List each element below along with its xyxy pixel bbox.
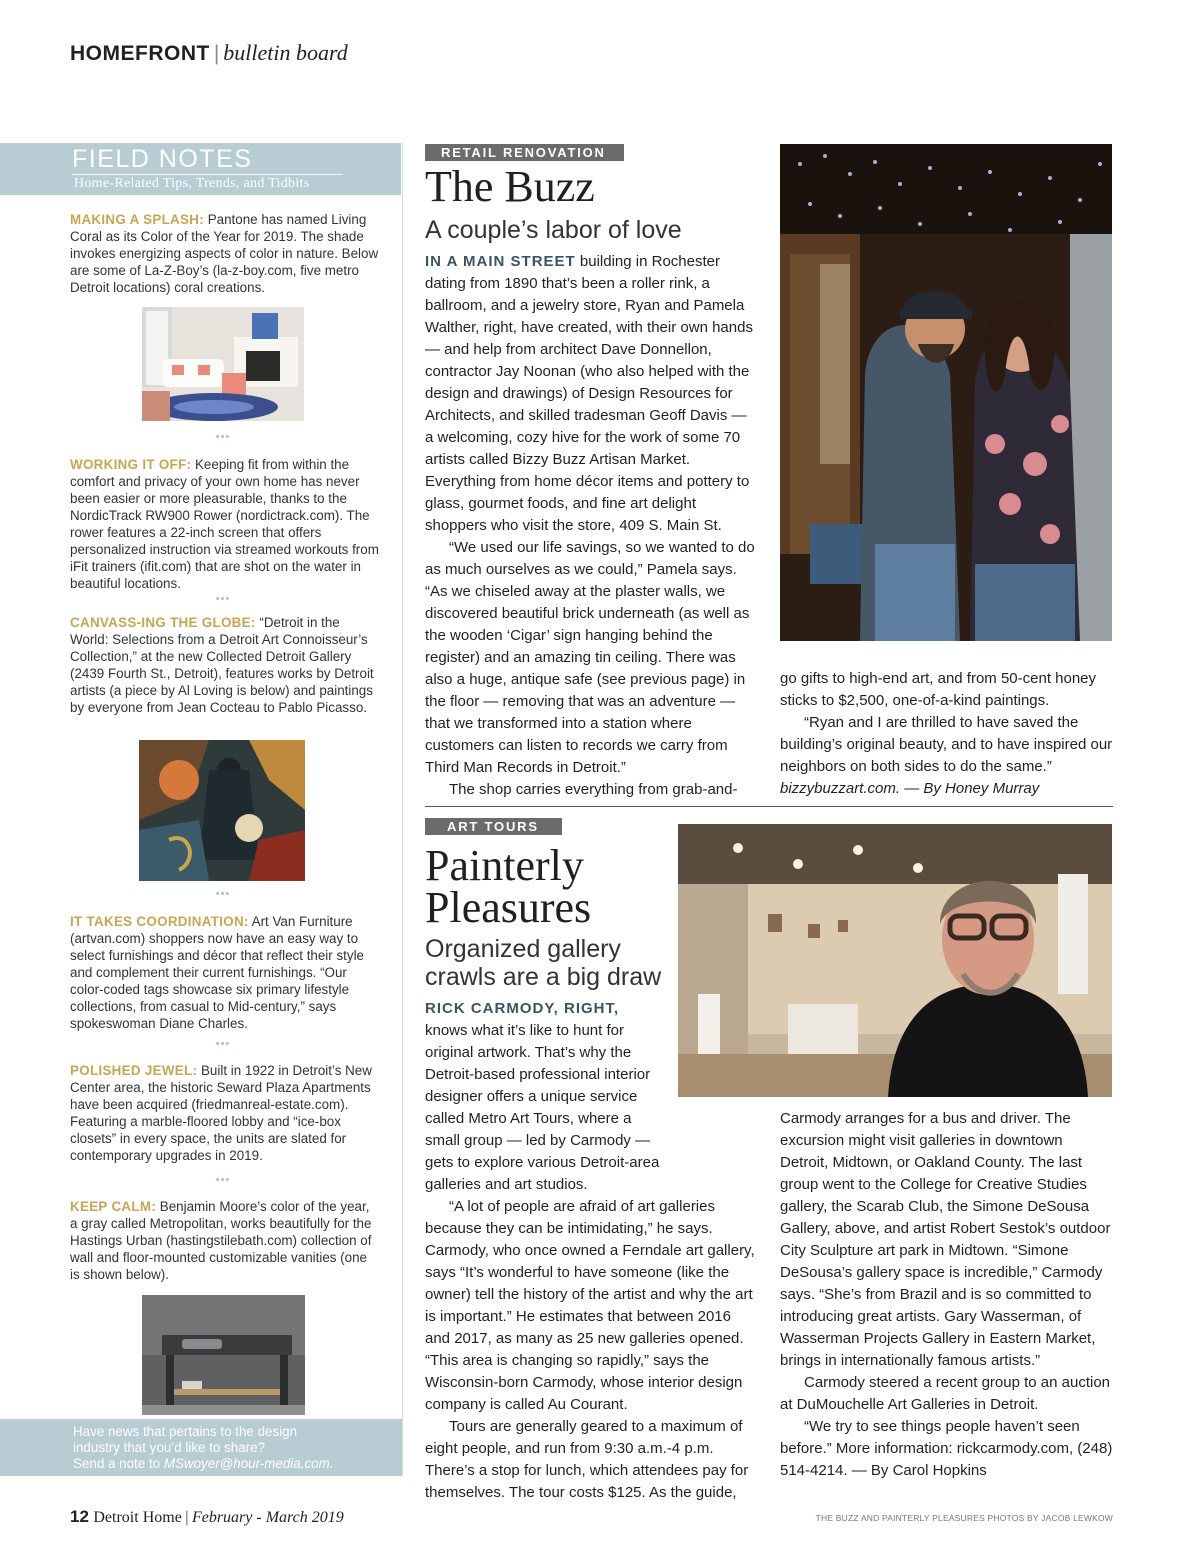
note-it-takes-coordination <box>70 913 380 1032</box>
magazine-name: Detroit Home <box>93 1509 182 1526</box>
coral-living-room-photo <box>142 307 304 421</box>
issue-date: February - March 2019 <box>191 1509 344 1526</box>
note-canvass-ing-the-globe <box>70 614 380 716</box>
article-divider-rule <box>425 806 1113 807</box>
field-notes-title: FIELD NOTES <box>72 145 253 173</box>
field-notes-sidebar <box>0 143 403 1476</box>
folio-separator: | <box>184 1509 189 1526</box>
article-deck-buzz: A couple’s labor of love <box>425 216 682 244</box>
field-notes-header <box>0 143 401 195</box>
buzz-paragraph-1 <box>425 251 758 537</box>
field-notes-subtitle: Home-Related Tips, Trends, and Tidbits <box>74 176 310 191</box>
section-name: HOMEFRONT <box>70 42 210 65</box>
separator-dots: ••• <box>215 1038 231 1050</box>
walther-couple-photo <box>780 144 1112 641</box>
article-tag-art-tours: ART TOURS <box>425 818 562 835</box>
note-polished-jewel <box>70 1062 380 1164</box>
buzz-signoff: bizzybuzzart.com. — By Honey Murray <box>780 780 1040 797</box>
article-tag-retail-renovation: RETAIL RENOVATION <box>425 144 624 161</box>
article-buzz-column-1 <box>425 251 758 801</box>
buzz-p1-text: building in Rochester dating from 1890 that’s been a roller rink, a ballroom, and a jewelry store, Ryan and Pamela Walther, right, have created, with their own hands — and help from architect Dave Donnellon, contractor Jay Noonan (who also helped with the design and drawings) of Design Resources for Architects, and skilled tradesman Geoff Davis — a welcoming, cozy hive for the work of some 70 artists called Bizzy Buzz Artisan Market. Everything from home décor items and pottery to glass, gourmet foods, and fine art delight shoppers who visit the store, 409 S. Main St. <box>425 253 753 534</box>
couple-shop-image <box>780 144 1112 641</box>
separator-dots: ••• <box>215 593 231 605</box>
article-headline-painterly: Painterly <box>425 841 584 890</box>
section-separator: | <box>213 42 220 65</box>
note-lead: CANVASS-ING THE GLOBE: <box>70 615 256 630</box>
painterly-paragraph-1: knows what it’s like to hunt for original artwork. That’s why the Detroit-based professional interior designer offers a unique service called Metro Art Tours, where a small group — led by Carmody — gets to explore various Detroit-area galleries and art studios. <box>425 1022 660 1193</box>
note-text: “Detroit in the World: Selections from a Detroit Art Connoisseur’s Collection,” at the new Collected Detroit Gallery (2439 Fourth St., Detroit), features works by Detroit artists (a piece by Al Loving is below) and paintings by everyone from Jean Cocteau to Pablo Picasso. <box>70 615 374 715</box>
article-headline-the-buzz: The Buzz <box>425 162 595 211</box>
note-lead: POLISHED JEWEL: <box>70 1063 198 1078</box>
note-text: Built in 1922 in Detroit’s New Center area, the historic Seward Plaza Apartments have been acquired (friedmanreal-estate.com). Featuring a marble-floored lobby and “ice-box closets” in every space, the units are slated for contemporary upgrades in 2019. <box>70 1063 372 1163</box>
buzz-lead-in: IN A MAIN STREET <box>425 253 576 270</box>
vanity-photo <box>142 1295 305 1415</box>
footer-email-link[interactable]: MSwoyer@hour-media.com. <box>163 1456 334 1471</box>
article-headline-pleasures: Pleasures <box>425 883 592 932</box>
note-text: Pantone has named Living Coral as its Color of the Year for 2019. The shade invokes energizing aspects of color in nature. Below are some of La-Z-Boy’s (la-z-boy.com, five metro Detroit locations) coral creations. <box>70 212 379 295</box>
buzz-paragraph-4: go gifts to high-end art, and from 50-cent honey sticks to $2,500, one-of-a-kind paintings. <box>780 670 1097 709</box>
note-lead: IT TAKES COORDINATION: <box>70 914 249 929</box>
article-painterly-column-2 <box>780 1108 1113 1482</box>
footer-send-text: Send a note to <box>73 1456 164 1471</box>
footer-line-2: industry that you’d like to share? <box>73 1440 266 1455</box>
article-deck-painterly: Organized gallery crawls are a big draw <box>425 935 662 991</box>
al-loving-painting-photo <box>139 740 305 881</box>
subsection-name: bulletin board <box>223 40 348 65</box>
living-room-image <box>142 307 304 421</box>
field-notes-footer <box>0 1419 402 1476</box>
painterly-paragraph-4: Carmody arranges for a bus and driver. The excursion might visit galleries in downtown Detroit, Midtown, or Oakland County. The last group went to the College for Creative Studies gallery, the Scarab Club, the Simone DeSousa Gallery, above, and artist Robert Sestok’s outdoor City Sculpture art park in Midtown. “Simone DeSousa’s gallery space is incredible,” Carmody says. “She’s from Brazil and is so committed to introducing great artists. Gary Wasserman, of Wasserman Projects Gallery in Eastern Market, brings in internationally famous artists.” <box>780 1110 1111 1369</box>
separator-dots: ••• <box>215 888 231 900</box>
photo-credit: THE BUZZ AND PAINTERLY PLEASURES PHOTOS BY JACOB LEWKOW <box>815 1513 1113 1523</box>
painterly-paragraph-6: “We try to see things people haven’t seen before.” More information: rickcarmody.com, (248) 514-4214. — By Carol Hopkins <box>780 1418 1113 1479</box>
note-text: Benjamin Moore’s color of the year, a gray called Metropolitan, works beautifully for the Hastings Urban (hastingstilebath.com) collection of wall and floor-mounted customizable vanities (one is shown below). <box>70 1199 372 1282</box>
note-making-a-splash <box>70 211 380 296</box>
painterly-paragraph-2: “A lot of people are afraid of art galleries because they can be intimidating,” he says. Carmody, who once owned a Ferndale art gallery, says “It’s wonderful to have someone (like the owner) tell the history of the artist and why the art is important.” He estimates that between 2016 and 2017, as many as 25 new galleries opened. “This area is changing so rapidly,” says the Wisconsin-born Carmody, whose interior design company is called Au Courant. <box>425 1198 755 1413</box>
note-lead: WORKING IT OFF: <box>70 457 192 472</box>
note-text: Art Van Furniture (artvan.com) shoppers now have an easy way to select furnishings and décor that reflect their style and complement their current furnishings. “Our color-coded tags showcase six primary lifestyle collections, from casual to Mid-century,” says spokeswoman Diane Charles. <box>70 914 364 1031</box>
note-lead: MAKING A SPLASH: <box>70 212 204 227</box>
vanity-image <box>142 1295 305 1415</box>
note-text: Keeping fit from within the comfort and privacy of your own home has never been easier or more pleasurable, thanks to the NordicTrack RW900 Rower (nordictrack.com). The rower features a 22-inch screen that offers personalized instruction via streamed workouts from iFit trainers (ifit.com) that are shot on the water in beautiful locations. <box>70 457 379 591</box>
footer-line-1: Have news that pertains to the design <box>73 1424 298 1439</box>
buzz-paragraph-2: “We used our life savings, so we wanted to do as much ourselves as we could,” Pamela says. “As we chiseled away at the plaster walls, we discovered beautiful brick underneath (as well as the wooden ‘Cigar’ sign hanging behind the register) and an amazing tin ceiling. There was also a huge, antique safe (see previous page) in the floor — removing that was an adventure — that we transformed into a station where customers can listen to records we carry from Third Man Records in Detroit.” <box>425 539 755 776</box>
article-painterly-column-1 <box>425 1020 758 1504</box>
painterly-paragraph-5: Carmody steered a recent group to an auction at DuMouchelle Art Galleries in Detroit. <box>780 1374 1111 1413</box>
section-header <box>70 40 348 66</box>
note-lead: KEEP CALM: <box>70 1199 157 1214</box>
buzz-paragraph-5: “Ryan and I are thrilled to have saved the building’s original beauty, and to have inspired our neighbors on both sides to do the same.” <box>780 714 1113 775</box>
separator-dots: ••• <box>215 431 231 443</box>
note-keep-calm <box>70 1198 380 1283</box>
article-buzz-column-2 <box>780 668 1113 800</box>
field-notes-rule <box>72 174 343 175</box>
page-number: 12 <box>70 1507 89 1526</box>
buzz-paragraph-3: The shop carries everything from grab-and- <box>449 781 738 798</box>
separator-dots: ••• <box>215 1174 231 1186</box>
painterly-paragraph-3: Tours are generally geared to a maximum of eight people, and run from 9:30 a.m.-4 p.m. There’s a stop for lunch, which attendees pay for themselves. The tour costs $125. As the guide, <box>425 1418 749 1501</box>
note-working-it-off <box>70 456 380 592</box>
painting-image <box>139 740 305 881</box>
page-folio <box>70 1507 344 1527</box>
article-painterly-column-1a <box>425 998 670 1020</box>
footer-line-3 <box>73 1456 393 1472</box>
painterly-lead-in: RICK CARMODY, RIGHT, <box>425 1000 620 1017</box>
